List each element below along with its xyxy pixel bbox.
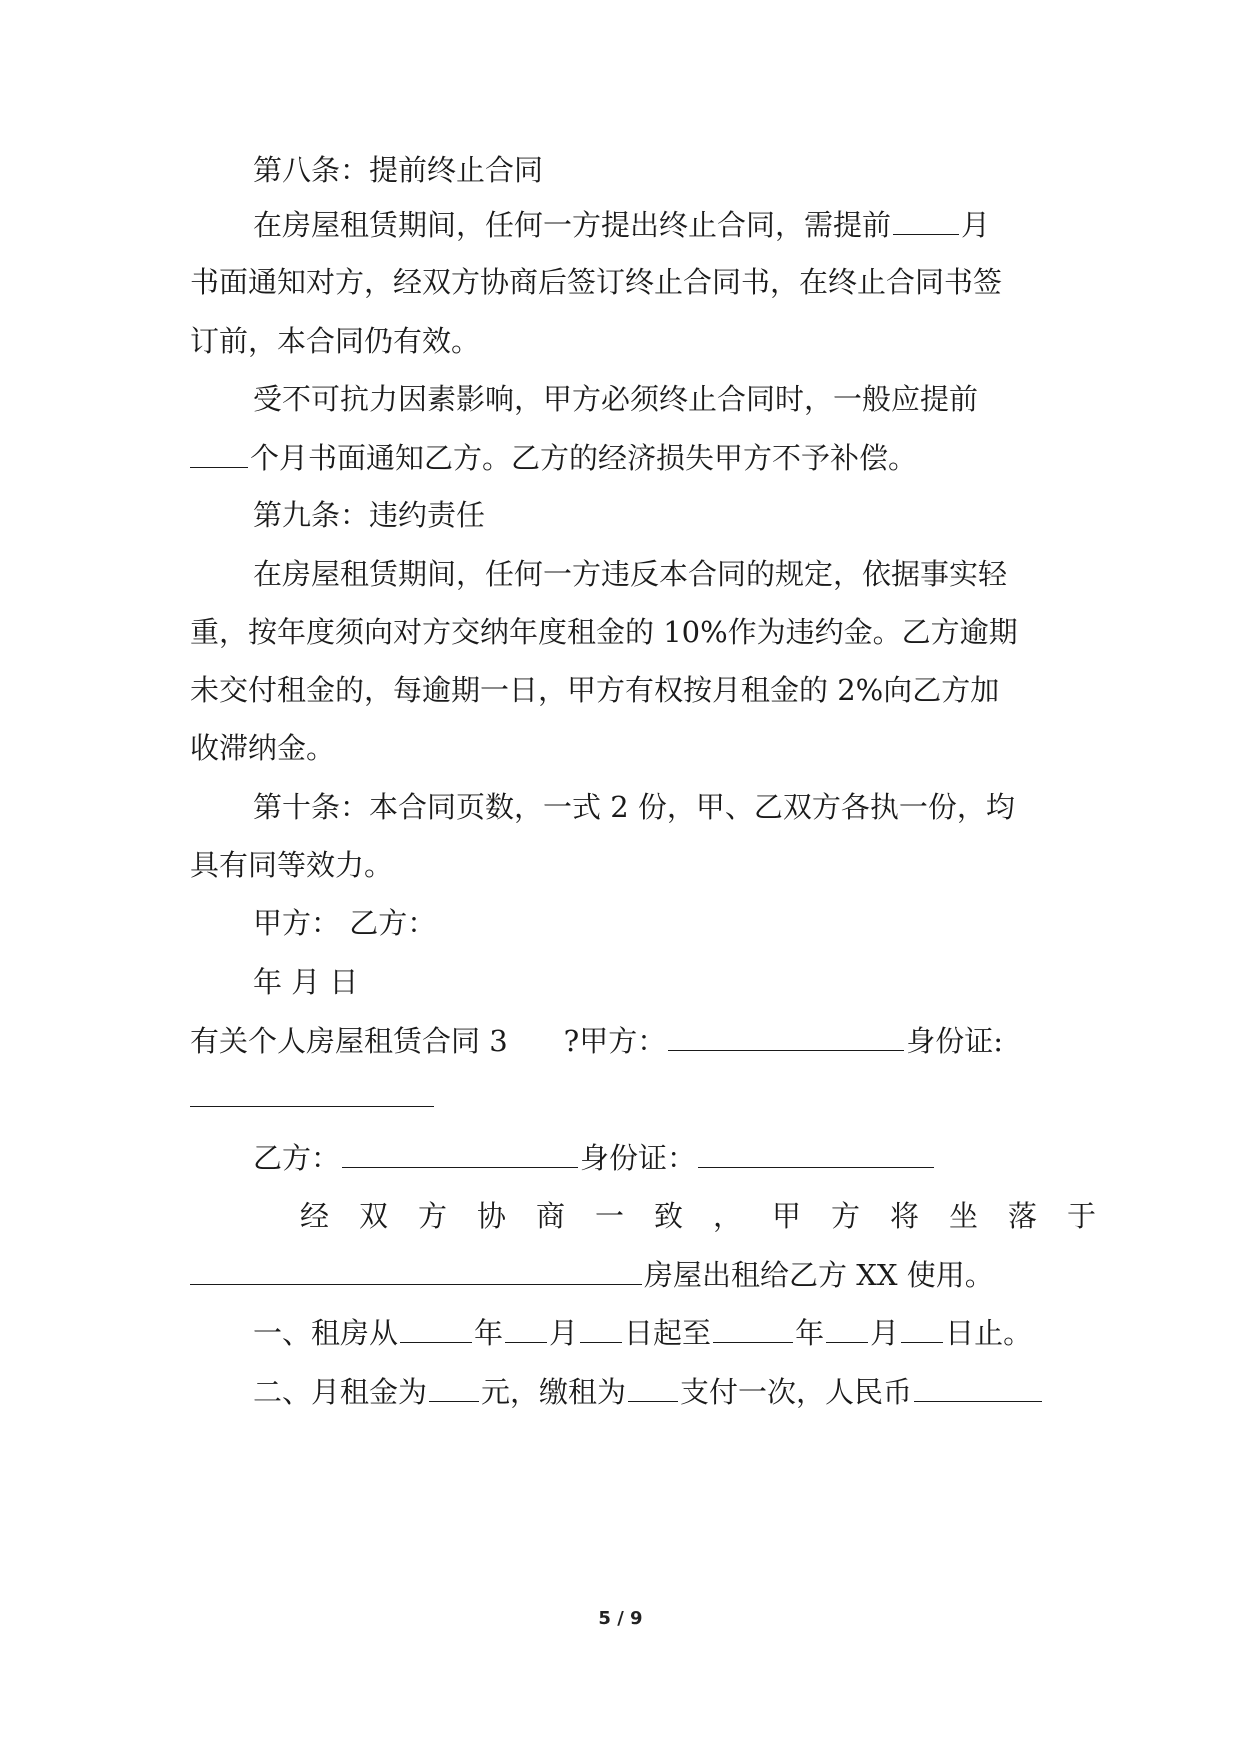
blank-field: [826, 1312, 868, 1343]
signature-parties: 甲方： 乙方：: [253, 906, 437, 940]
article-9-heading: 第九条：违约责任: [253, 498, 486, 532]
term-line: 一、租房从 年 月 日起至 年 月 日止。: [253, 1312, 1052, 1353]
article-8-heading: 第八条：提前终止合同: [253, 153, 544, 187]
blank-field: [505, 1312, 547, 1343]
paragraph-line: 在房屋租赁期间，任何一方违反本合同的规定，依据事实轻: [253, 557, 1008, 591]
blank-field: [190, 437, 248, 468]
party-b-id-blank: [698, 1137, 934, 1168]
blank-field: [901, 1312, 943, 1343]
article-10-text: 第十条：本合同页数，一式 2 份，甲、乙双方各执一份，均: [253, 790, 1015, 824]
blank-field: [400, 1312, 472, 1343]
paragraph-line: 受不可抗力因素影响，甲方必须终止合同时，一般应提前: [253, 382, 979, 416]
id-number-blank: [190, 1106, 434, 1107]
blank-field: [893, 204, 959, 235]
property-address-blank: [190, 1254, 642, 1285]
paragraph-line: 书面通知对方，经双方协商后签订终止合同书，在终止合同书签: [190, 265, 1003, 299]
rent-line: 二、月租金为 元，缴租为 支付一次，人民币: [253, 1371, 1052, 1412]
paragraph-line: 重，按年度须向对方交纳年度租金的 10%作为违约金。乙方逾期: [190, 615, 1018, 649]
party-b-name-blank: [342, 1137, 578, 1168]
party-b-line: 乙方： 身份证：: [253, 1137, 1052, 1178]
paragraph-line: 在房屋租赁期间，任何一方提出终止合同，需提前 月: [253, 204, 1052, 245]
blank-field: [429, 1371, 479, 1402]
blank-field: [628, 1371, 678, 1402]
blank-field: [580, 1312, 622, 1343]
paragraph-line: 个月书面通知乙方。乙方的经济损失甲方不予补偿。: [190, 437, 1052, 478]
paragraph-line: 未交付租金的，每逾期一日，甲方有权按月租金的 2%向乙方加: [190, 673, 1000, 707]
paragraph-line: 订前，本合同仍有效。: [190, 324, 481, 358]
contract-title-line: 有关个人房屋租赁合同 3 ?甲方： 身份证:: [190, 1020, 1052, 1061]
page-number: 5 / 9: [598, 1608, 643, 1629]
date-line: 年 月 日: [253, 965, 359, 999]
agreement-line: 经双方协商一致，甲方将坐落于: [300, 1199, 1127, 1233]
blank-field: [713, 1312, 793, 1343]
paragraph-line: 具有同等效力。: [190, 848, 394, 882]
property-line: 房屋出租给乙方 XX 使用。: [190, 1254, 1052, 1295]
paragraph-line: 收滞纳金。: [190, 731, 336, 765]
blank-field: [914, 1371, 1042, 1402]
party-a-name-blank: [668, 1020, 904, 1051]
